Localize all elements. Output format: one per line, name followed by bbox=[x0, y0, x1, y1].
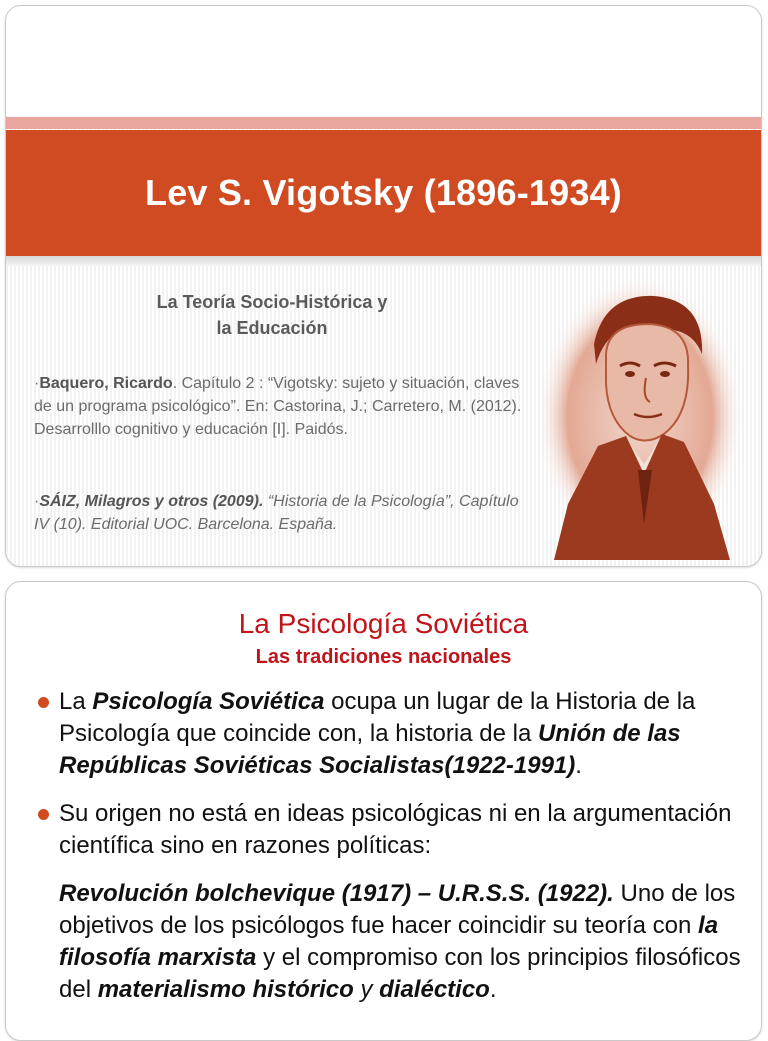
reference-marker: · bbox=[34, 493, 40, 510]
text-segment: Uno de los objetivos de los psicólogos fue hacer coincidir su teoría con bbox=[59, 880, 736, 939]
title-band-shadow bbox=[6, 256, 761, 266]
slide2-subtitle: Las tradiciones nacionales bbox=[255, 646, 512, 668]
title-band bbox=[6, 130, 761, 256]
bullet-item-2 bbox=[38, 798, 750, 862]
reference-marker: · bbox=[34, 375, 40, 392]
emphasis-text: Revolución bolchevique (1917) – U.R.S.S. (1922). bbox=[59, 880, 614, 907]
reference-text: “Historia de la Psicología”, Capítulo IV (10). Editorial UOC. Barcelona. España. bbox=[34, 493, 519, 533]
emphasis-text: materialismo histórico bbox=[97, 976, 354, 1003]
reference-author: Baquero, Ricardo bbox=[39, 375, 173, 392]
slide-subtitle bbox=[66, 289, 478, 341]
emphasis-text: dialéctico bbox=[379, 976, 490, 1003]
bullet-item-1 bbox=[38, 686, 750, 782]
slide2-title: La Psicología Soviética bbox=[238, 608, 529, 639]
text-segment: . bbox=[575, 752, 582, 779]
emphasis-text: Psicología Soviética bbox=[92, 688, 325, 715]
slide-title-text: Lev S. Vigotsky (1896-1934) bbox=[145, 172, 622, 213]
text-segment: . bbox=[489, 976, 497, 1003]
bullet-text: Su origen no está en ideas psicológicas ni en la argumentación científica sino en razones políticas: bbox=[59, 800, 732, 859]
text-segment: y el compromiso con los principios filosóficos del bbox=[59, 944, 741, 1003]
reference-baquero bbox=[34, 372, 522, 441]
bullet-dot-icon bbox=[38, 809, 49, 820]
subtitle-line-1: La Teoría Socio-Histórica y bbox=[156, 292, 388, 312]
subtitle-line-2: la Educación bbox=[216, 318, 328, 338]
italic-text: y bbox=[353, 976, 380, 1003]
text-segment: ocupa un lugar de la Historia de la Psicología que coincide con, la historia de la bbox=[59, 688, 696, 747]
emphasis-text: Unión de las Repúblicas Soviéticas Socialistas(1922-1991) bbox=[59, 720, 681, 779]
bullet-dot-icon bbox=[38, 697, 49, 708]
accent-bar bbox=[6, 117, 761, 129]
reference-saiz bbox=[34, 490, 522, 536]
reference-author: SÁIZ, Milagros y otros (2009). bbox=[39, 493, 264, 510]
slide-soviet-psychology bbox=[5, 581, 762, 1041]
emphasis-text: la filosofía marxista bbox=[59, 912, 719, 971]
reference-text: . Capítulo 2 : “Vigotsky: sujeto y situación, claves de un programa psicológico”. En: Castorina, J.; Carretero, M. (2012). Desarrolllo cognitivo y educación [I]. Paidós. bbox=[34, 375, 522, 438]
portrait-icon bbox=[534, 274, 746, 560]
text-segment: La bbox=[59, 688, 93, 715]
body-paragraph bbox=[59, 878, 759, 1006]
slide-top-area bbox=[6, 6, 761, 116]
slide-title bbox=[5, 5, 762, 567]
bullet-text bbox=[59, 686, 750, 782]
